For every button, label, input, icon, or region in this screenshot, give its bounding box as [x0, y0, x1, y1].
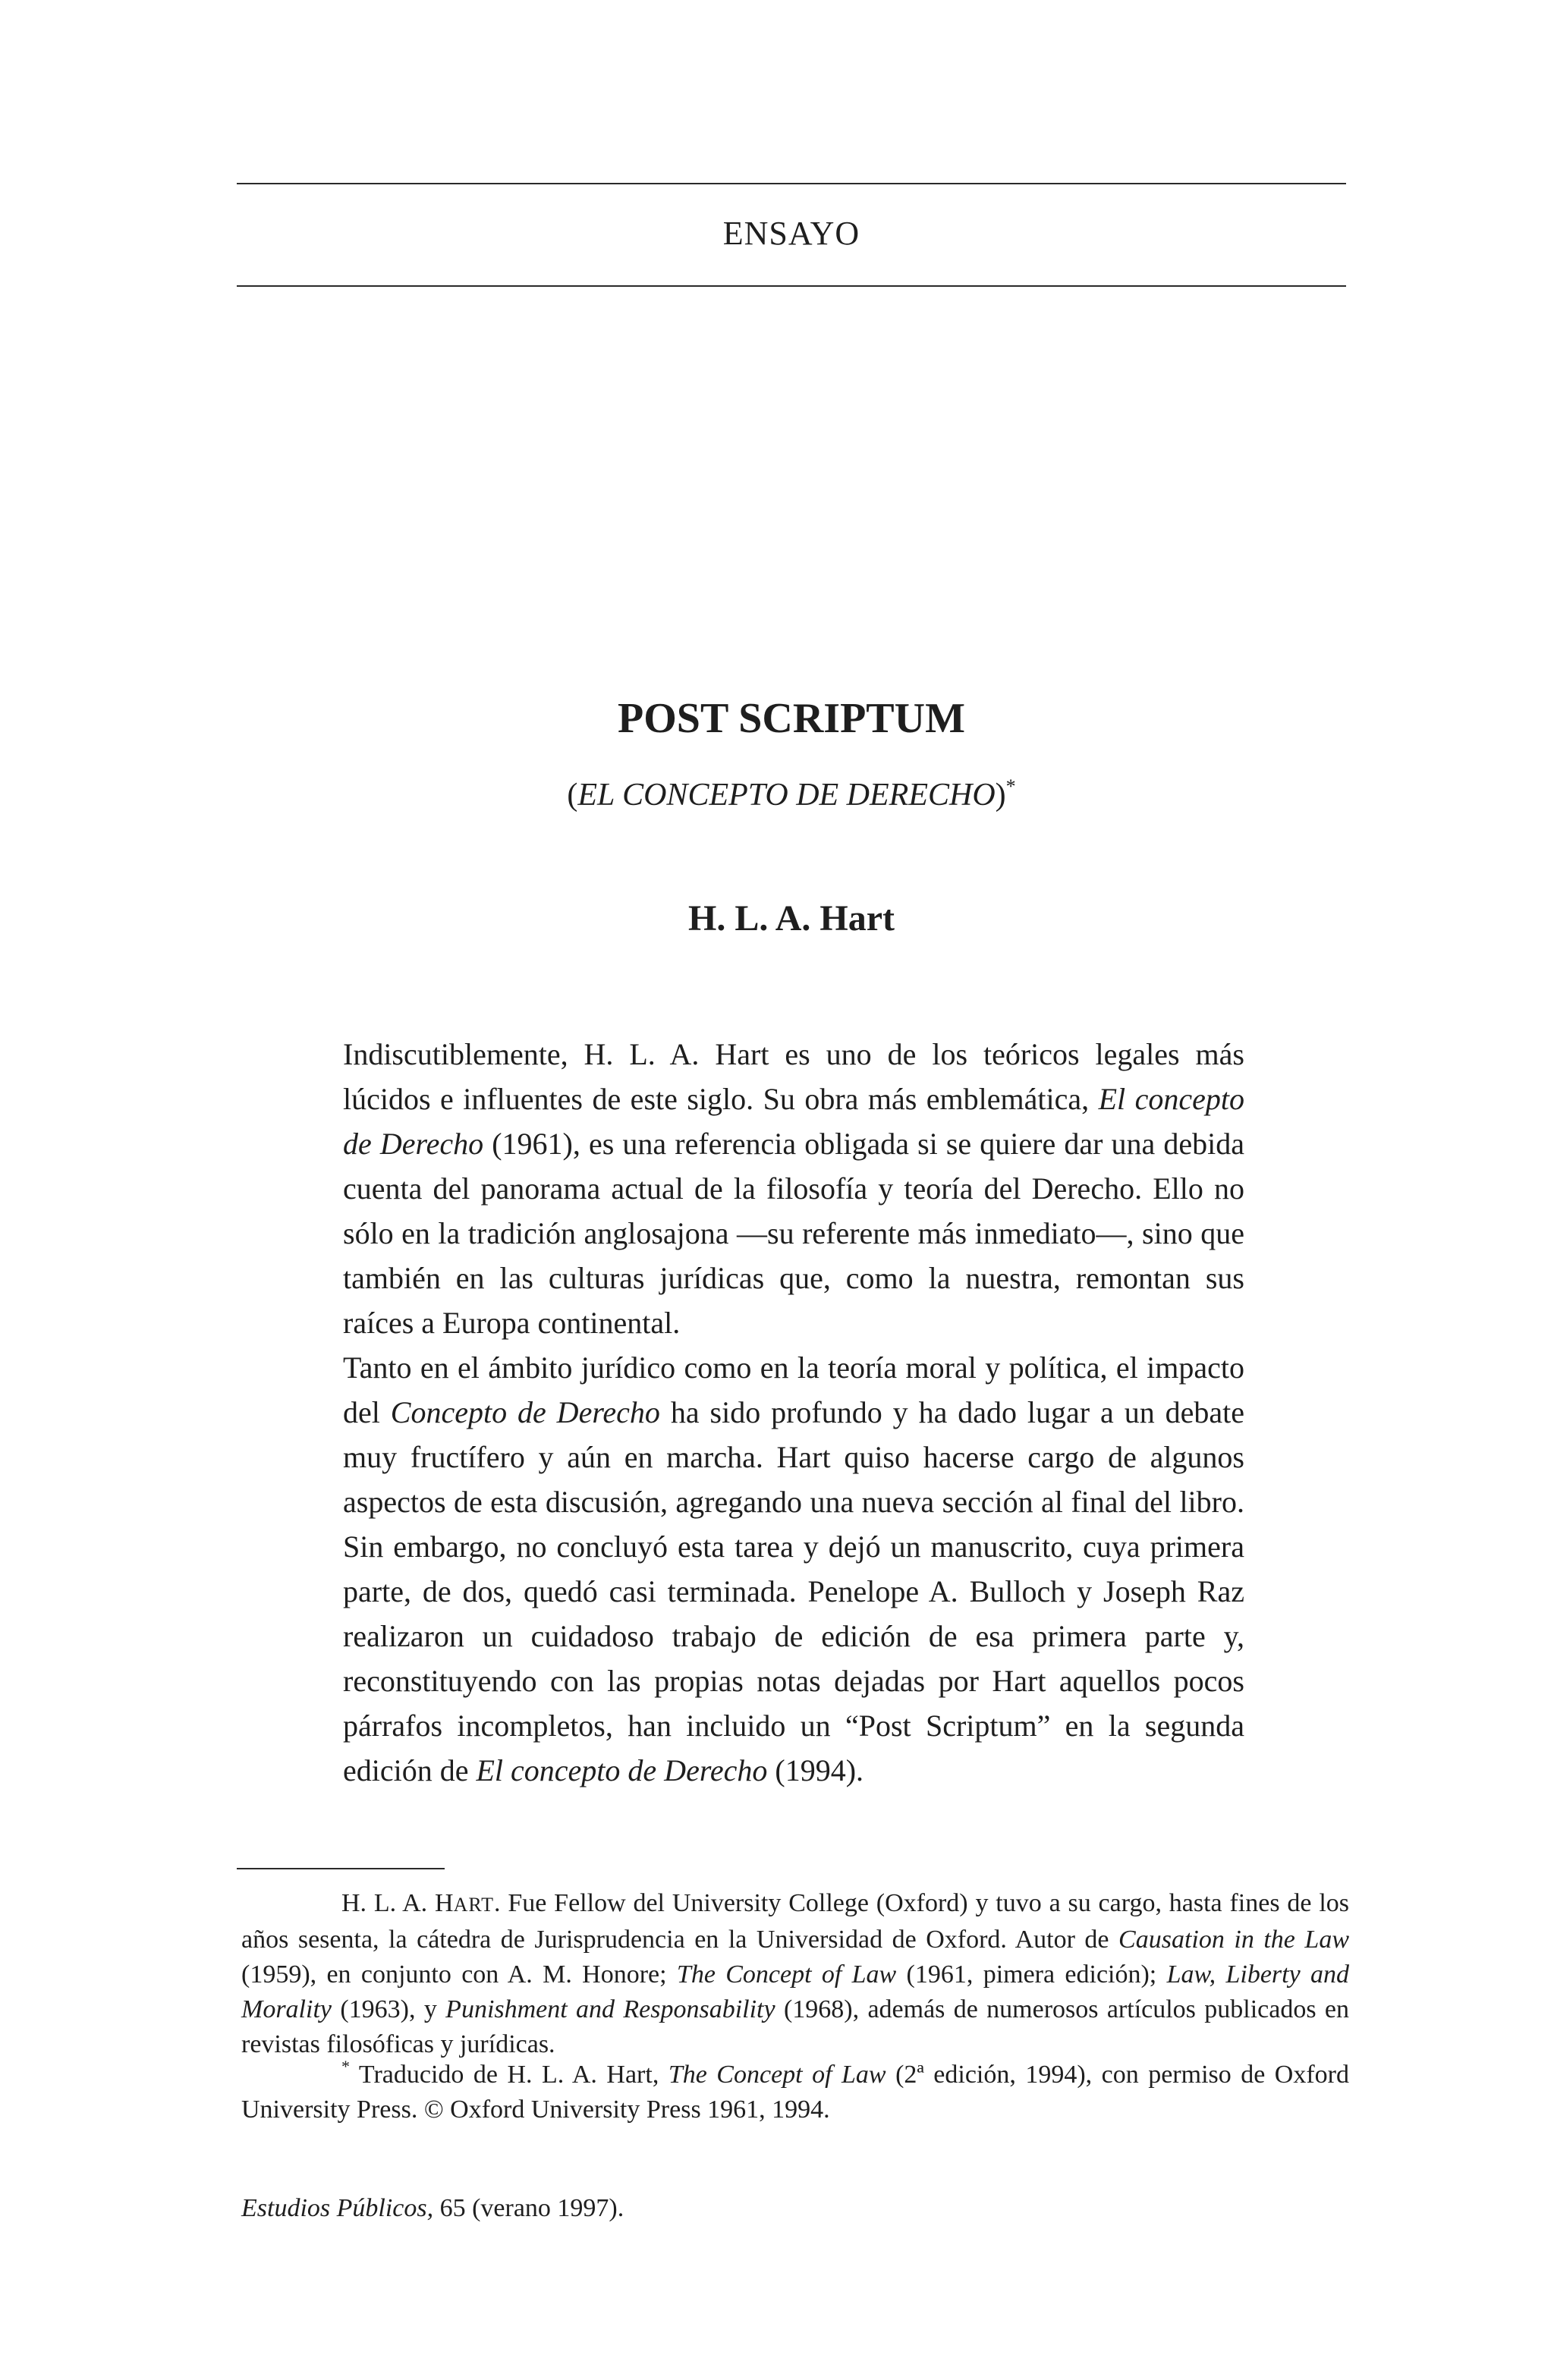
- journal-name: Estudios Públicos,: [241, 2194, 434, 2222]
- footnote-author-name-smallcaps: ART: [453, 1894, 495, 1916]
- header-top-rule: [237, 183, 1346, 184]
- abstract-paragraph-1: [343, 1032, 1244, 1345]
- abstract-italic-title: Concepto de Derecho: [390, 1395, 660, 1429]
- abstract-italic-title: El concepto de Derecho: [476, 1753, 768, 1787]
- article-title: POST SCRIPTUM: [618, 695, 965, 742]
- footnote-author-bio: [241, 1886, 1349, 2062]
- footnote-text: . Fue Fellow del University College (Oxford) y tuvo a su cargo, hasta fines de los años sesenta, la cátedra de Jurisprudencia en la Universidad de Oxford. Autor de: [241, 1889, 1349, 1954]
- footnote-book-title: The Concept of Law: [668, 2061, 886, 2089]
- article-author: H. L. A. Hart: [688, 898, 895, 938]
- footnote-marker: *: [1005, 775, 1016, 797]
- abstract-italic-title: El concepto de Derecho: [343, 1082, 1245, 1161]
- footnote-book-title: Causation in the Law: [1118, 1926, 1350, 1954]
- footnote-text: (1961, pimera edición);: [896, 1960, 1167, 1989]
- journal-citation: [241, 2191, 1152, 2226]
- abstract-text: Tanto en el ámbito jurídico como en la teoría moral y política, el impacto del: [343, 1350, 1244, 1429]
- footnote-text: (1963), y: [331, 1995, 446, 2023]
- subtitle-book-title: EL CONCEPTO DE DERECHO: [577, 778, 996, 813]
- footnote-separator: [237, 1868, 445, 1869]
- abstract-text: ha sido profundo y ha dado lugar a un debate muy fructífero y aún en marcha. Hart quiso hacerse cargo de algunos aspectos de esta discusión, agregando una nueva sección al final del libro. Sin embargo, no concluyó esta tarea y dejó un manuscrito, cuya primera parte, de dos, quedó casi terminada. Penelope A. Bulloch y Joseph Raz realizaron un cuidadoso trabajo de edición de esa primera parte y, reconstituyendo con las propias notas dejadas por Hart aquellos pocos párrafos incompletos, han incluido un “Post Scriptum” en la segunda edición de: [343, 1395, 1244, 1787]
- header-bottom-rule: [237, 285, 1346, 287]
- footnote-text: (2ª edición, 1994), con permiso de Oxford University Press. © Oxford University Press 1961, 1994.: [241, 2061, 1350, 2124]
- footnote-book-title: The Concept of Law: [676, 1960, 897, 1989]
- footnote-author-name: H. L. A. H: [341, 1889, 454, 1917]
- footnote-text: Traducido de H. L. A. Hart,: [350, 2061, 668, 2089]
- abstract-paragraph-2: [343, 1345, 1244, 1793]
- footnote-text: (1968), además de numerosos artículos publicados en revistas filosóficas y jurídicas.: [241, 1995, 1349, 2058]
- abstract-text: Indiscutiblemente, H. L. A. Hart es uno de los teóricos legales más lúcidos e influentes de este siglo. Su obra más emblemática,: [343, 1037, 1244, 1116]
- footnote-book-title: Punishment and Responsability: [445, 1995, 775, 2023]
- footnote-text: (1959), en conjunto con A. M. Honore;: [241, 1960, 677, 1989]
- section-label: ENSAYO: [722, 215, 860, 252]
- footnote-book-title: Law, Liberty and Morality: [241, 1960, 1350, 2023]
- journal-issue: 65 (verano 1997).: [433, 2194, 624, 2222]
- abstract-text: (1994).: [767, 1753, 864, 1787]
- footnote-translation: [241, 2058, 1349, 2127]
- footnote-marker: *: [341, 2057, 350, 2076]
- abstract-text: (1961), es una referencia obligada si se quiere dar una debida cuenta del panorama actual de la filosofía y teoría del Derecho. Ello no sólo en la tradición anglosajona —su referente más inmediato—, sino que también en las culturas jurídicas que, como la nuestra, remontan sus raíces a Europa continental.: [343, 1127, 1245, 1340]
- abstract: [343, 1032, 1244, 1793]
- subtitle-close-paren: ): [995, 778, 1006, 813]
- subtitle-open-paren: (: [567, 778, 578, 813]
- article-subtitle: [237, 772, 1346, 818]
